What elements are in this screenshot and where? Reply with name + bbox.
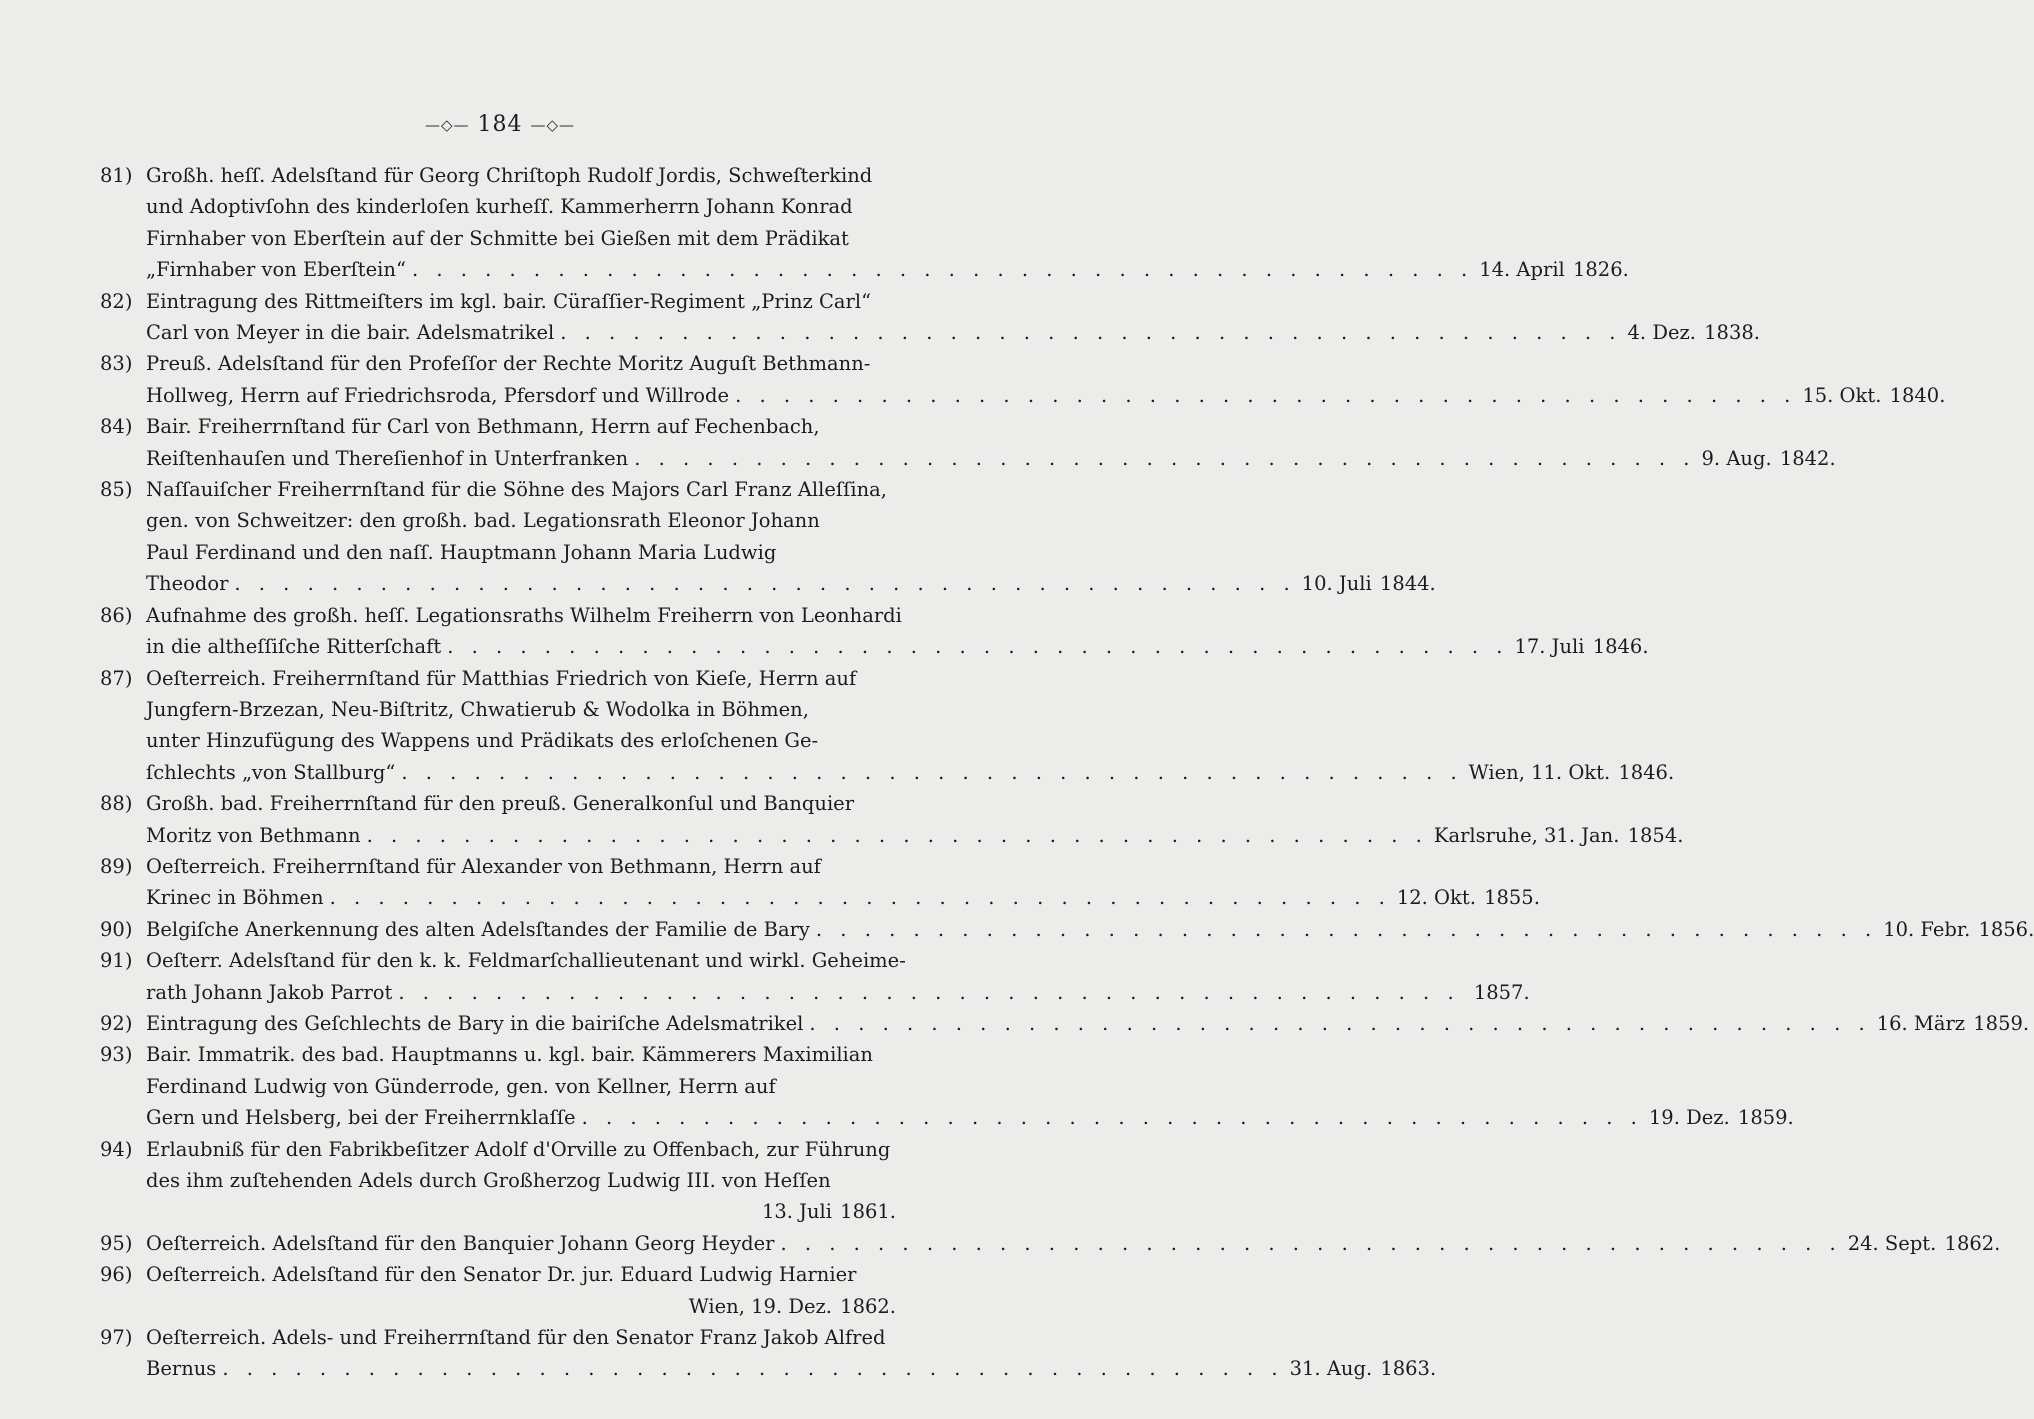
- entry-date: 10. Febr.: [1883, 917, 1971, 941]
- entry-last-line: [146, 820, 1684, 851]
- list-item: [100, 411, 1836, 474]
- entry-text-line: Preuß. Adelsſtand für den Profeſſor der Rechte Moritz Auguſt Bethmann-: [146, 352, 871, 376]
- entry-text-line: Oeſterr. Adelsſtand für den k. k. Feldmarſchallieutenant und wirkl. Geheime-: [146, 949, 906, 973]
- entry-text-line: Großh. bad. Freiherrnſtand für den preuß. Generalkonſul und Banquier: [146, 792, 855, 816]
- entry-number: 86): [100, 603, 133, 627]
- entry-last-line: [146, 443, 1836, 474]
- entry-year: 1859.: [1973, 1011, 2030, 1035]
- entry-date: Karlsruhe, 31. Jan.: [1433, 823, 1620, 847]
- entry-last-line: [146, 757, 1675, 788]
- entry-last-line: [146, 1102, 1794, 1133]
- entry-text-line: Oeſterreich. Freiherrnſtand für Alexander von Bethmann, Herrn auf: [146, 854, 821, 878]
- ornament-right-icon: —◇—: [530, 116, 576, 134]
- entry-text-line: Paul Ferdinand und den naſſ. Hauptmann Johann Maria Ludwig: [146, 540, 777, 564]
- entry-number: 88): [100, 792, 133, 816]
- list-item: [100, 851, 1540, 914]
- list-item: [100, 1134, 896, 1228]
- entry-text-line: ſchlechts „von Stallburg“: [146, 760, 396, 784]
- entry-date: 9. Aug.: [1701, 446, 1772, 470]
- entry-date: 12. Okt.: [1396, 886, 1476, 910]
- list-item: [100, 914, 2034, 945]
- entry-text-line: Krinec in Böhmen: [146, 886, 324, 910]
- entry-date: 16. März: [1876, 1011, 1966, 1035]
- entry-number: 81): [100, 164, 133, 187]
- dot-leader: . . . . . . . . . . . . . . . . . . . . . . . . . . . . . . . . . . . . . . . . . . . .: [329, 886, 1391, 910]
- entry-last-line: [146, 977, 1530, 1008]
- dot-leader: . . . . . . . . . . . . . . . . . . . . . . . . . . . . . . . . . . . . . . . . . . . .: [447, 635, 1509, 659]
- entry-text-line: Bair. Immatrik. des bad. Hauptmanns u. kgl. bair. Kämmerers Maximilian: [146, 1043, 873, 1067]
- dot-leader: . . . . . . . . . . . . . . . . . . . . . . . . . . . . . . . . . . . . . . . . . . . .: [560, 321, 1622, 345]
- entry-year: 1855.: [1484, 886, 1540, 910]
- entry-number: 90): [100, 917, 133, 941]
- entry-date: 19. Dez.: [1648, 1106, 1730, 1130]
- dot-leader: . . . . . . . . . . . . . . . . . . . . . . . . . . . . . . . . . . . . . . . . . . . .: [234, 572, 1296, 596]
- list-item: [100, 1008, 2030, 1039]
- dot-leader: . . . . . . . . . . . . . . . . . . . . . . . . . . . . . . . . . . . . . . . . . . . .: [398, 980, 1460, 1004]
- entry-date: Wien, 19. Dez.: [688, 1294, 832, 1318]
- entry-year: 1838.: [1704, 321, 1760, 345]
- entry-year: 1857.: [1473, 980, 1530, 1004]
- entry-last-line: [146, 631, 1649, 662]
- entry-number: 97): [100, 1326, 133, 1350]
- list-item: [100, 1259, 896, 1322]
- entry-year: 1844.: [1379, 572, 1436, 596]
- entry-text-line: Eintragung des Geſchlechts de Bary in die bairiſche Adelsmatrikel: [146, 1011, 804, 1035]
- entry-text-line: Naſſauiſcher Freiherrnſtand für die Söhne des Majors Carl Franz Alleſſina,: [146, 478, 887, 502]
- entry-date: 14. April: [1479, 258, 1565, 282]
- dot-leader: . . . . . . . . . . . . . . . . . . . . . . . . . . . . . . . . . . . . . . . . . . . .: [411, 258, 1474, 282]
- entry-text-line: unter Hinzufügung des Wappens und Prädikats des erloſchenen Ge-: [146, 729, 819, 753]
- page-number: 184: [477, 112, 523, 137]
- entry-text-line: rath Johann Jakob Parrot: [146, 980, 393, 1004]
- entry-text-line: Reiſtenhauſen und Thereſienhof in Unterfranken: [146, 446, 629, 470]
- list-item: [100, 788, 1684, 851]
- entry-text-line: Aufnahme des großh. heſſ. Legationsraths Wilhelm Freiherrn von Leonhardi: [146, 603, 902, 627]
- entry-year: 1854.: [1627, 823, 1684, 847]
- ornament-left-icon: —◇—: [424, 116, 470, 134]
- entry-text-line: Jungfern-Brzezan, Neu-Biſtritz, Chwatierub & Wodolka in Böhmen,: [146, 697, 809, 721]
- list-item: [100, 1322, 1437, 1385]
- entry-last-line: [146, 254, 1629, 285]
- entry-last-line: [146, 1228, 2001, 1259]
- entry-date: 24. Sept.: [1847, 1231, 1937, 1255]
- list-item: [100, 286, 1760, 349]
- entry-number: 94): [100, 1137, 133, 1161]
- entry-year: 1840.: [1889, 383, 1946, 407]
- entry-year: 1862.: [840, 1294, 896, 1318]
- entry-text-line: Oeſterreich. Freiherrnſtand für Matthias Friedrich von Kieſe, Herrn auf: [146, 666, 857, 690]
- entry-year: 1863.: [1380, 1357, 1437, 1381]
- entry-number: 89): [100, 854, 133, 878]
- entry-year: 1842.: [1779, 446, 1836, 470]
- entry-text-line: „Firnhaber von Eberſtein“: [146, 258, 406, 282]
- entry-text-line: Firnhaber von Eberſtein auf der Schmitte bei Gießen mit dem Prädikat: [146, 226, 849, 250]
- dot-leader: . . . . . . . . . . . . . . . . . . . . . . . . . . . . . . . . . . . . . . . . . . . .: [735, 383, 1797, 407]
- entry-last-line: [146, 317, 1760, 348]
- dot-leader: . . . . . . . . . . . . . . . . . . . . . . . . . . . . . . . . . . . . . . . . . . . .: [222, 1357, 1284, 1381]
- entry-text-line: Bernus: [146, 1357, 217, 1381]
- entry-date: 17. Juli: [1514, 635, 1585, 659]
- entry-text-line: Großh. heſſ. Adelsſtand für Georg Chriſtoph Rudolf Jordis, Schweſterkind: [146, 164, 873, 187]
- entry-list: [100, 160, 2034, 1385]
- entry-last-line: [146, 1008, 2030, 1039]
- entry-last-line: [146, 1291, 896, 1322]
- entry-last-line: [146, 380, 1946, 411]
- entry-text-line: in die altheſſiſche Ritterſchaft: [146, 635, 442, 659]
- entry-text-line: Belgiſche Anerkennung des alten Adelsſtandes der Familie de Bary: [146, 917, 810, 941]
- entry-text-line: gen. von Schweitzer: den großh. bad. Legationsrath Eleonor Johann: [146, 509, 820, 533]
- entry-last-line: [146, 914, 2034, 945]
- entry-last-line: [146, 568, 1436, 599]
- entry-year: 1826.: [1572, 258, 1629, 282]
- entry-last-line: [146, 882, 1540, 913]
- entry-text-line: Oeſterreich. Adelsſtand für den Banquier Johann Georg Heyder: [146, 1231, 775, 1255]
- dot-leader: . . . . . . . . . . . . . . . . . . . . . . . . . . . . . . . . . . . . . . . . . . . .: [401, 760, 1463, 784]
- entry-year: 1846.: [1592, 635, 1649, 659]
- entry-date: 15. Okt.: [1802, 383, 1882, 407]
- entry-number: 96): [100, 1263, 133, 1287]
- entry-text-line: Oeſterreich. Adels- und Freiherrnſtand für den Senator Franz Jakob Alfred: [146, 1326, 886, 1350]
- entry-text-line: Carl von Meyer in die bair. Adelsmatrikel: [146, 321, 555, 345]
- dot-leader: . . . . . . . . . . . . . . . . . . . . . . . . . . . . . . . . . . . . . . . . . . . .: [366, 823, 1428, 847]
- entry-number: 87): [100, 666, 133, 690]
- entry-text-line: Eintragung des Rittmeiſters im kgl. bair. Cüraſſier-Regiment „Prinz Carl“: [146, 289, 872, 313]
- entry-number: 82): [100, 289, 133, 313]
- entry-text-line: Theodor: [146, 572, 229, 596]
- entry-date: 4. Dez.: [1627, 321, 1696, 345]
- entry-text-line: Erlaubniß für den Fabrikbeſitzer Adolf d'Orville zu Offenbach, zur Führung: [146, 1137, 891, 1161]
- entry-text-line: Ferdinand Ludwig von Günderrode, gen. von Kellner, Herrn auf: [146, 1074, 776, 1098]
- entry-date: 31. Aug.: [1289, 1357, 1373, 1381]
- entry-text-line: Bair. Freiherrnſtand für Carl von Bethmann, Herrn auf Fechenbach,: [146, 415, 820, 439]
- spacer: [146, 1291, 689, 1322]
- entry-last-line: [146, 1196, 896, 1227]
- entry-year: 1846.: [1618, 760, 1675, 784]
- list-item: [100, 348, 1946, 411]
- entry-number: 93): [100, 1043, 133, 1067]
- entry-number: 92): [100, 1011, 133, 1035]
- entry-number: 91): [100, 949, 133, 973]
- entry-year: 1862.: [1944, 1231, 2001, 1255]
- entry-text-line: Gern und Helsberg, bei der Freiherrnklaſſe: [146, 1106, 576, 1130]
- entry-text-line: Oeſterreich. Adelsſtand für den Senator Dr. jur. Eduard Ludwig Harnier: [146, 1263, 857, 1287]
- list-item: [100, 474, 1436, 600]
- dot-leader: . . . . . . . . . . . . . . . . . . . . . . . . . . . . . . . . . . . . . . . . . . . .: [815, 917, 1878, 941]
- entry-date: 10. Juli: [1301, 572, 1372, 596]
- entry-text-line: Moritz von Bethmann: [146, 823, 361, 847]
- list-item: [100, 663, 1675, 789]
- entry-number: 83): [100, 352, 133, 376]
- list-item: [100, 600, 1649, 663]
- entry-text-line: und Adoptivſohn des kinderloſen kurheſſ. Kammerherrn Johann Konrad: [146, 195, 853, 219]
- dot-leader: . . . . . . . . . . . . . . . . . . . . . . . . . . . . . . . . . . . . . . . . . . . .: [780, 1231, 1842, 1255]
- entry-number: 85): [100, 478, 133, 502]
- list-item: [100, 945, 1530, 1008]
- page-header: [0, 112, 1000, 137]
- entry-text-line: des ihm zuſtehenden Adels durch Großherzog Ludwig III. von Heſſen: [146, 1169, 831, 1192]
- entry-year: 1856.: [1978, 917, 2034, 941]
- entry-last-line: [146, 1353, 1437, 1384]
- list-item: [100, 160, 1629, 286]
- entry-number: 84): [100, 415, 133, 439]
- list-item: [100, 1228, 2001, 1259]
- dot-leader: . . . . . . . . . . . . . . . . . . . . . . . . . . . . . . . . . . . . . . . . . . . .: [581, 1106, 1643, 1130]
- list-item: [100, 1039, 1794, 1133]
- dot-leader: . . . . . . . . . . . . . . . . . . . . . . . . . . . . . . . . . . . . . . . . . . . .: [809, 1011, 1871, 1035]
- entry-year: 1859.: [1737, 1106, 1794, 1130]
- entry-date: 13. Juli: [761, 1200, 832, 1224]
- dot-leader: . . . . . . . . . . . . . . . . . . . . . . . . . . . . . . . . . . . . . . . . . . . .: [634, 446, 1696, 470]
- entry-number: 95): [100, 1231, 133, 1255]
- entry-date: Wien, 11. Okt.: [1468, 760, 1611, 784]
- entry-text-line: Hollweg, Herrn auf Friedrichsroda, Pfersdorf und Willrode: [146, 383, 730, 407]
- entry-year: 1861.: [840, 1200, 896, 1224]
- spacer: [146, 1196, 762, 1227]
